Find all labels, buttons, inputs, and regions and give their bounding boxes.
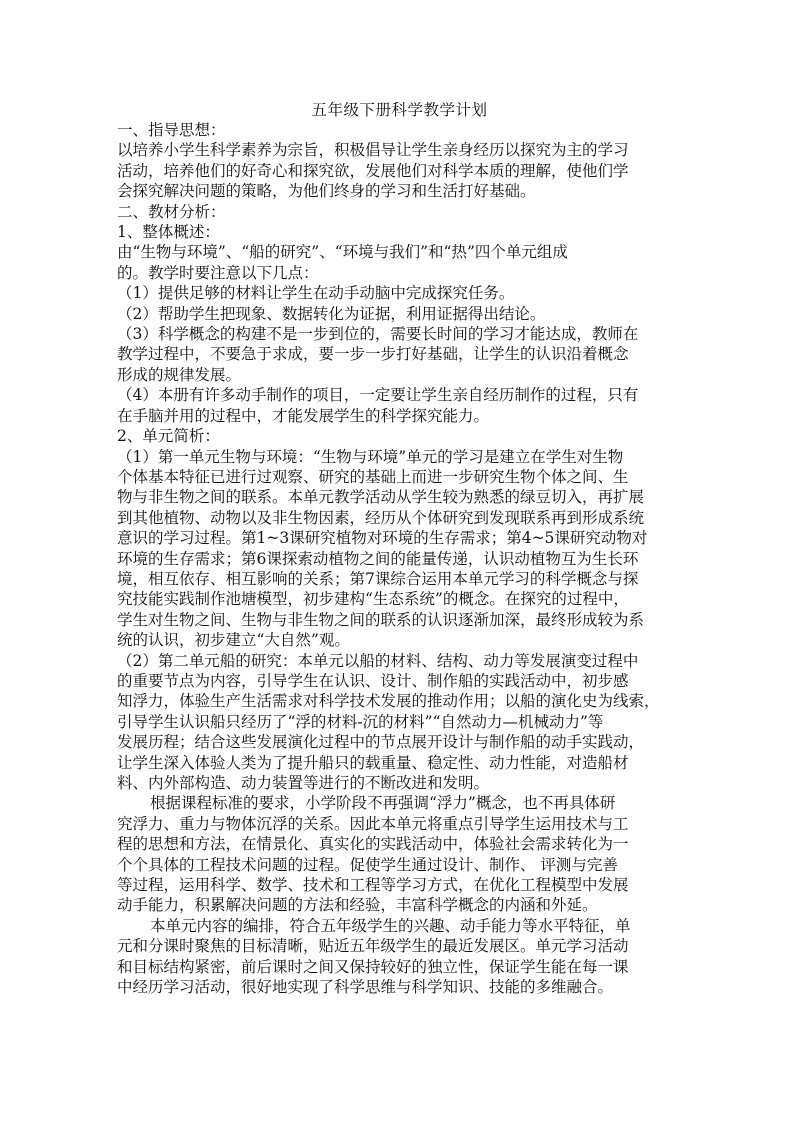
list-item-3: （3）科学概念的构建不是一步到位的，需要长时间的学习才能达成，教师在 xyxy=(117,325,639,344)
document-page xyxy=(117,100,682,997)
paragraph-first-line: 本单元内容的编排，符合五年级学生的兴趣、动手能力等水平特征，单 xyxy=(150,916,631,935)
text-line: 会探究解决问题的策略，为他们终身的学习和生活打好基础。 xyxy=(117,182,536,201)
text-line: 的。教学时要注意以下几点： xyxy=(117,263,319,282)
list-item-2: （2）帮助学生把现象、数据转化为证据，利用证据得出结论。 xyxy=(117,304,546,323)
text-line: 知浮力，体验生产生活需求对科学技术发展的推动作用；以船的演化史为线索， xyxy=(117,692,660,711)
text-line: 元和分课时聚焦的目标清晰，贴近五年级学生的最近发展区。单元学习活动 xyxy=(117,937,629,956)
text-line: 引导学生认识船只经历了“浮的材料-沉的材料”“自然动力—机械动力”等 xyxy=(117,712,604,731)
text-line: 以培养小学生科学素养为宗旨，积极倡导让学生亲身经历以探究为主的学习 xyxy=(117,141,629,160)
text-line: 动手能力，积累解决问题的方法和经验，丰富科学概念的内涵和外延。 xyxy=(117,896,598,915)
text-line: 究技能实践制作池塘模型，初步建构“生态系统”的概念。在探究的过程中， xyxy=(117,590,629,609)
text-line: 和目标结构紧密，前后课时之间又保持较好的独立性，保证学生能在每一课 xyxy=(117,957,629,976)
text-line: 在手脑并用的过程中，才能发展学生的科学探究能力。 xyxy=(117,406,490,425)
section-heading-guiding-thought: 一、指导思想： xyxy=(117,121,226,139)
text-line: 个体基本特征已进行过观察、研究的基础上而进一步研究生物个体之间、生 xyxy=(117,467,629,486)
text-line: 学生对生物之间、生物与非生物之间的联系的认识逐渐加深，最终形成较为系 xyxy=(117,610,645,629)
subheading-unit-analysis: 2、单元简析： xyxy=(117,427,220,446)
section-heading-textbook-analysis: 二、教材分析： xyxy=(117,202,226,221)
text-line: 到其他植物、动物以及非生物因素，经历从个体研究到发现联系再到形成系统 xyxy=(117,508,645,527)
text-line: 活动，培养他们的好奇心和探究欲，发展他们对科学本质的理解，使他们学 xyxy=(117,161,629,180)
subheading-overview: 1、整体概述： xyxy=(117,223,220,242)
unit-1-line: （1）第一单元生物与环境：“生物与环境”单元的学习是建立在学生对生物 xyxy=(117,447,624,466)
text-line: 由“生物与环境”、“船的研究”、“环境与我们”和“热”四个单元组成 xyxy=(117,243,568,262)
text-line: 究浮力、重力与物体沉浮的关系。因此本单元将重点引导学生运用技术与工 xyxy=(117,814,629,833)
text-line: 境，相互依存、相互影响的关系；第7课综合运用本单元学习的科学概念与探 xyxy=(117,569,639,588)
text-line: 发展历程；结合这些发展演化过程中的节点展开设计与制作船的动手实践动， xyxy=(117,733,645,752)
text-line: 物与非生物之间的联系。本单元教学活动从学生较为熟悉的绿豆切入，再扩展 xyxy=(117,488,645,507)
text-line: 的重要节点为内容，引导学生在认识、设计、制作船的实践活动中，初步感 xyxy=(117,671,629,690)
document-title: 五年级下册科学教学计划 xyxy=(311,101,488,119)
text-line: 中经历学习活动，很好地实现了科学思维与科学知识、技能的多维融合。 xyxy=(117,978,614,997)
text-line: 统的认识，初步建立“大自然”观。 xyxy=(117,631,350,650)
text-line: 料、内外部构造、动力装置等进行的不断改进和发明。 xyxy=(117,774,490,792)
paragraph-first-line: 根据课程标准的要求，小学阶段不再强调“浮力”概念，也不再具体研 xyxy=(150,794,616,813)
list-item-1: （1）提供足够的材料让学生在动手动脑中完成探究任务。 xyxy=(117,284,515,303)
text-line: 个个具体的工程技术问题的过程。促使学生通过设计、制作、 评测与完善 xyxy=(117,855,618,874)
text-line: 教学过程中，不要急于求成，要一步一步打好基础，让学生的认识沿着概念 xyxy=(117,345,629,364)
text-line: 等过程，运用科学、数学、技术和工程等学习方式，在优化工程模型中发展 xyxy=(117,876,629,895)
text-line: 程的思想和方法，在情景化、真实化的实践活动中，体验社会需求转化为一 xyxy=(117,835,629,854)
text-line: 让学生深入体验人类为了提升船只的载重量、稳定性、动力性能，对造船材 xyxy=(117,753,629,772)
text-line: 意识的学习过程。第1~3课研究植物对环境的生存需求；第4~5课研究动物对 xyxy=(117,529,648,548)
text-line: 环境的生存需求；第6课探索动植物之间的能量传递，认识动植物互为生长环 xyxy=(117,549,639,568)
text-line: 形成的规律发展。 xyxy=(117,365,242,384)
list-item-4: （4）本册有许多动手制作的项目，一定要让学生亲自经历制作的过程，只有 xyxy=(117,386,639,405)
unit-2-line: （2）第二单元船的研究：本单元以船的材料、结构、动力等发展演变过程中 xyxy=(117,651,639,670)
